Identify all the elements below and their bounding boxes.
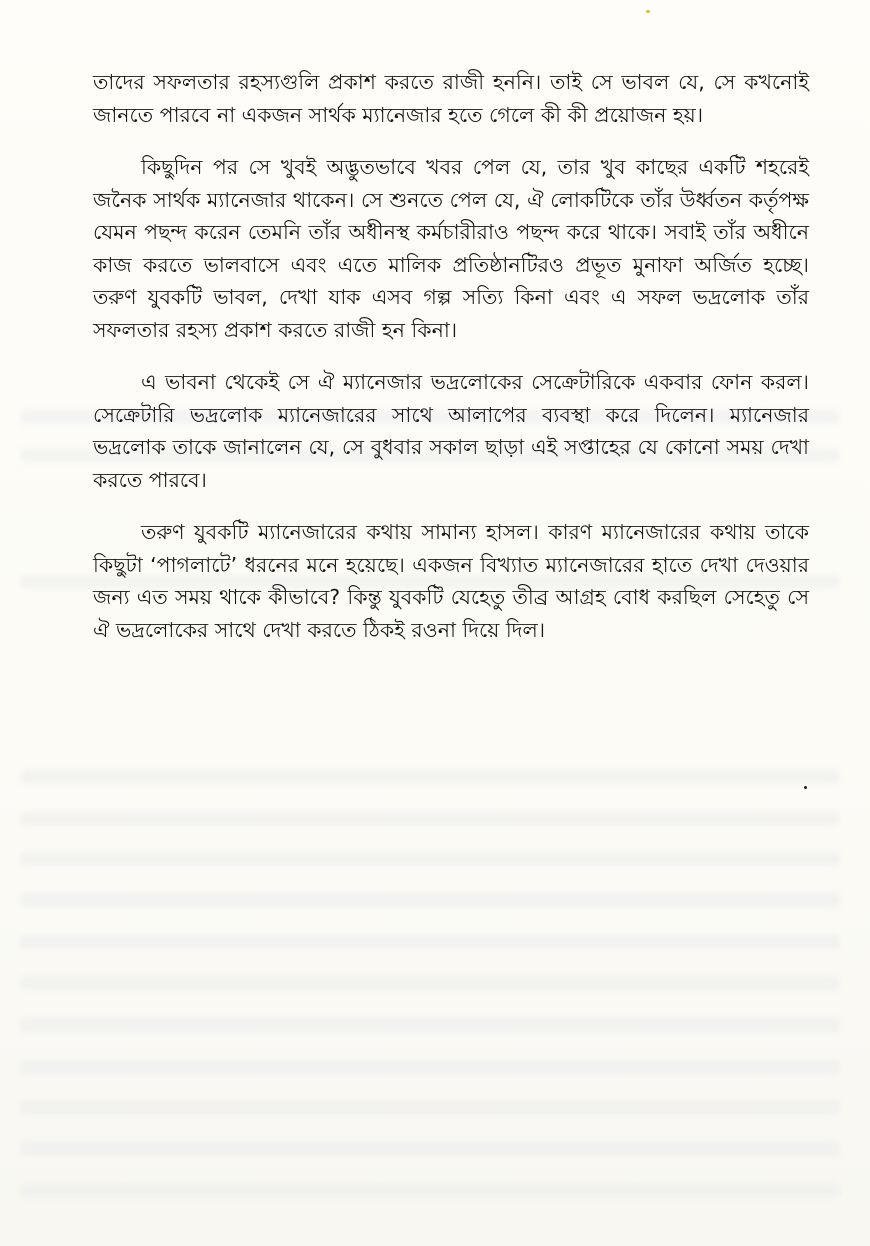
show-through-line xyxy=(20,1060,840,1074)
paragraph: কিছুদিন পর সে খুবই অদ্ভুতভাবে খবর পেল যে, তার খুব কাছের একটি শহরেই জনৈক সার্থক ম্যানেজার থাকেন। সে শুনতে পেল যে, ঐ লোকটিকে তাঁর উর্ধ্বতন কর্তৃপক্ষ যেমন পছন্দ করেন তেমনি তাঁর অধীনস্থ কর্মচারীরাও পছন্দ করে থাকে। সবাই তাঁর অধীনে কাজ করতে ভালবাসে এবং এতে মালিক প্রতিষ্ঠানটিরও প্রভূত মুনাফা অর্জিত হচ্ছে। তরুণ যুবকটি ভাবল, দেখা যাক এসব গল্প সত্যি কিনা এবং এ সফল ভদ্রলোক তাঁর সফলতার রহস্য প্রকাশ করতে রাজী হন কিনা। xyxy=(93,155,809,342)
show-through-line xyxy=(20,935,840,949)
yellow-speck xyxy=(646,10,650,13)
show-through-line xyxy=(20,893,840,907)
show-through-line xyxy=(20,1100,840,1114)
show-through-line xyxy=(20,1142,840,1156)
paragraph: তাদের সফলতার রহস্যগুলি প্রকাশ করতে রাজী হননি। তাই সে ভাবল যে, সে কখনোই জানতে পারবে না একজন সার্থক ম্যানেজার হতে গেলে কী কী প্রয়োজন হয়। xyxy=(93,70,809,127)
paragraph: এ ভাবনা থেকেই সে ঐ ম্যানেজার ভদ্রলোকের সেক্রেটারিকে একবার ফোন করল। সেক্রেটারি ভদ্রলোক ম্যানেজারের সাথে আলাপের ব্যবস্থা করে দিলেন। ম্যানেজার ভদ্রলোক তাকে জানালেন যে, সে বুধবার সকাল ছাড়া এই সপ্তাহের যে কোনো সময় দেখা করতে পারবে। xyxy=(93,370,809,492)
show-through-line xyxy=(20,1018,840,1032)
show-through-line xyxy=(20,770,840,784)
show-through-line xyxy=(20,976,840,990)
ink-dot xyxy=(804,786,807,789)
show-through-line xyxy=(20,852,840,866)
body-text xyxy=(93,66,809,666)
show-through-line xyxy=(20,1184,840,1198)
paragraph: তরুণ যুবকটি ম্যানেজারের কথায় সামান্য হাসল। কারণ ম্যানেজারের কথায় তাকে কিছুটা ‘পাগলাটে’ ধরনের মনে হয়েছে। একজন বিখ্যাত ম্যানেজারের হাতে দেখা দেওয়ার জন্য এত সময় থাকে কীভাবে? কিন্তু যুবকটি যেহেতু তীব্র আগ্রহ বোধ করছিল সেহেতু সে ঐ ভদ্রলোকের সাথে দেখা করতে ঠিকই রওনা দিয়ে দিল। xyxy=(93,520,809,642)
show-through-line xyxy=(20,812,840,826)
